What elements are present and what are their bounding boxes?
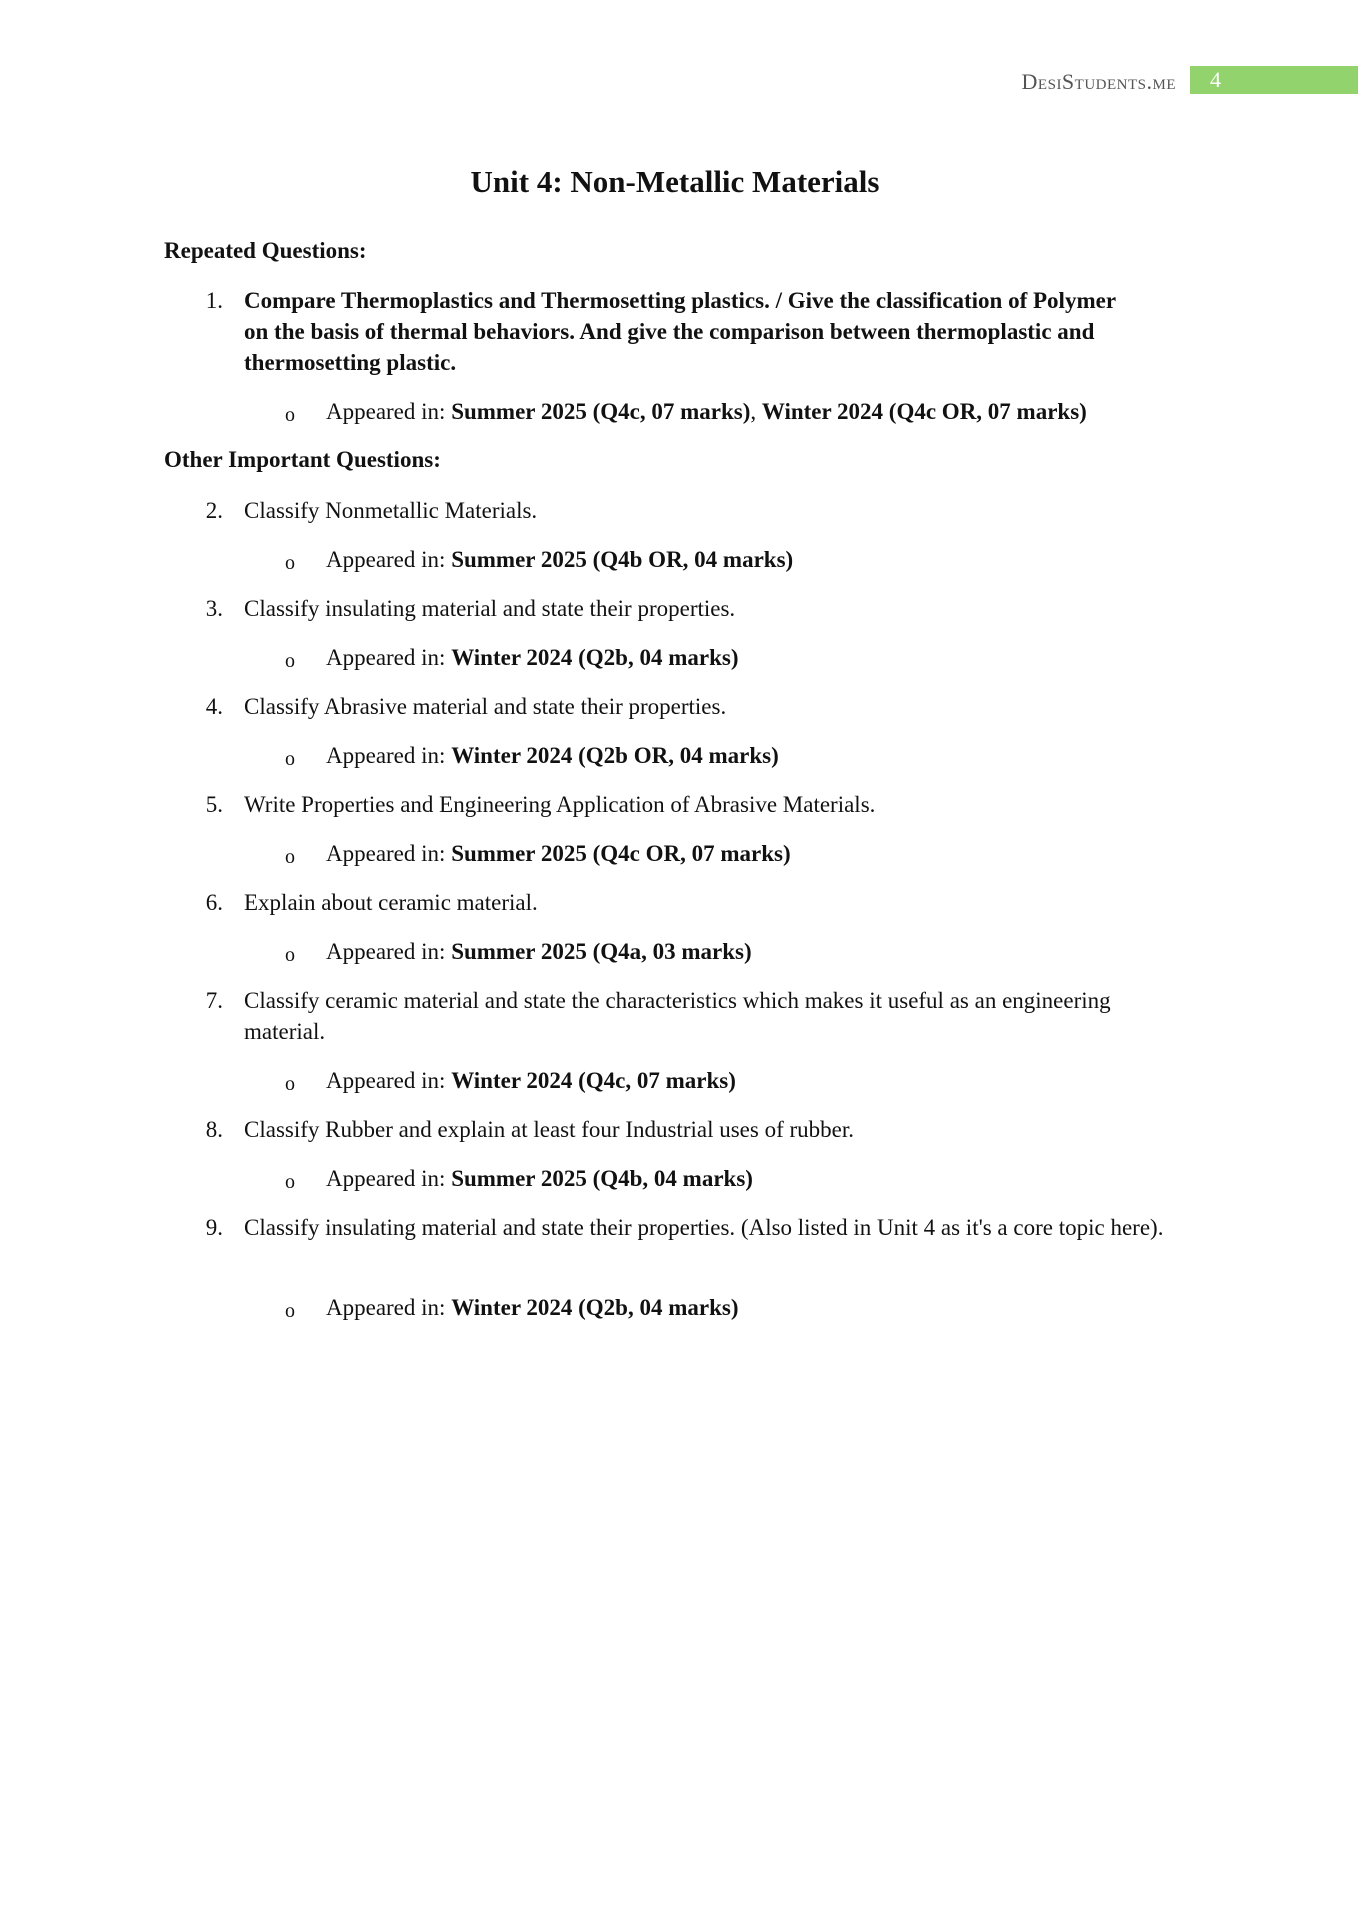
question-text: Classify insulating material and state their properties. (244, 596, 736, 621)
appeared-value: Winter 2024 (Q2b OR, 04 marks) (451, 743, 779, 768)
question-number: 3. (205, 596, 223, 621)
appeared-label: Appeared in: (326, 1295, 452, 1320)
appeared-value: Summer 2025 (Q4c OR, 07 marks) (451, 841, 791, 866)
appeared-value: Summer 2025 (Q4a, 03 marks) (451, 939, 752, 964)
question-number: 5. (205, 792, 223, 817)
appeared-value: Winter 2024 (Q2b, 04 marks) (451, 1295, 739, 1320)
bullet-icon: o (285, 404, 295, 426)
appeared-label: Appeared in: (326, 547, 452, 572)
question-text: Compare Thermoplastics and Thermosetting plastics. / Give the classification of Polymer on the basis of thermal behaviors. And give the comparison between thermoplastic and thermosetting plastic. (244, 288, 1116, 375)
question-number: 2. (205, 498, 223, 523)
question-number: 4. (205, 694, 223, 719)
question-text: Classify Nonmetallic Materials. (244, 498, 538, 523)
page-title (0, 164, 1358, 200)
question-text: Write Properties and Engineering Application of Abrasive Materials. (244, 792, 876, 817)
bullet-icon: o (285, 1073, 295, 1095)
appeared-label: Appeared in: (326, 1166, 452, 1191)
appeared-label: Appeared in: (326, 645, 452, 670)
page-title-text: Unit 4: Non-Metallic Materials (470, 164, 880, 199)
appeared-label: Appeared in: (326, 399, 452, 424)
appeared-label: Appeared in: (326, 939, 452, 964)
question-number: 8. (205, 1117, 223, 1142)
repeated-questions-heading: Repeated Questions: (164, 238, 367, 263)
page-number-box (1190, 66, 1358, 94)
appeared-value: Winter 2024 (Q2b, 04 marks) (451, 645, 739, 670)
appeared-separator: , (750, 399, 762, 424)
question-text: Classify ceramic material and state the characteristics which makes it useful as an engineering material. (244, 988, 1111, 1044)
other-questions-heading: Other Important Questions: (164, 447, 441, 472)
appeared-value: Winter 2024 (Q4c OR, 07 marks) (761, 399, 1087, 424)
bullet-icon: o (285, 748, 295, 770)
appeared-label: Appeared in: (326, 1068, 452, 1093)
question-number: 1. (205, 288, 223, 313)
bullet-icon: o (285, 650, 295, 672)
appeared-value: Summer 2025 (Q4b OR, 04 marks) (451, 547, 794, 572)
question-text: Explain about ceramic material. (244, 890, 538, 915)
page-number: 4 (1210, 67, 1221, 92)
question-number: 6. (205, 890, 223, 915)
bullet-icon: o (285, 552, 295, 574)
question-text: Classify Rubber and explain at least four Industrial uses of rubber. (244, 1117, 854, 1142)
appeared-label: Appeared in: (326, 841, 452, 866)
appeared-value: Summer 2025 (Q4c, 07 marks) (451, 399, 751, 424)
appeared-label: Appeared in: (326, 743, 452, 768)
bullet-icon: o (285, 846, 295, 868)
bullet-icon: o (285, 1171, 295, 1193)
question-text: Classify insulating material and state their properties. (Also listed in Unit 4 as it's a core topic here). (244, 1215, 1164, 1240)
question-number: 7. (205, 988, 223, 1013)
site-name: DesiStudents.me (1021, 69, 1176, 94)
appeared-value: Summer 2025 (Q4b, 04 marks) (451, 1166, 753, 1191)
bullet-icon: o (285, 1300, 295, 1322)
question-number: 9. (205, 1215, 223, 1240)
appeared-value: Winter 2024 (Q4c, 07 marks) (451, 1068, 736, 1093)
bullet-icon: o (285, 944, 295, 966)
page-header (0, 66, 1358, 96)
question-text: Classify Abrasive material and state their properties. (244, 694, 727, 719)
